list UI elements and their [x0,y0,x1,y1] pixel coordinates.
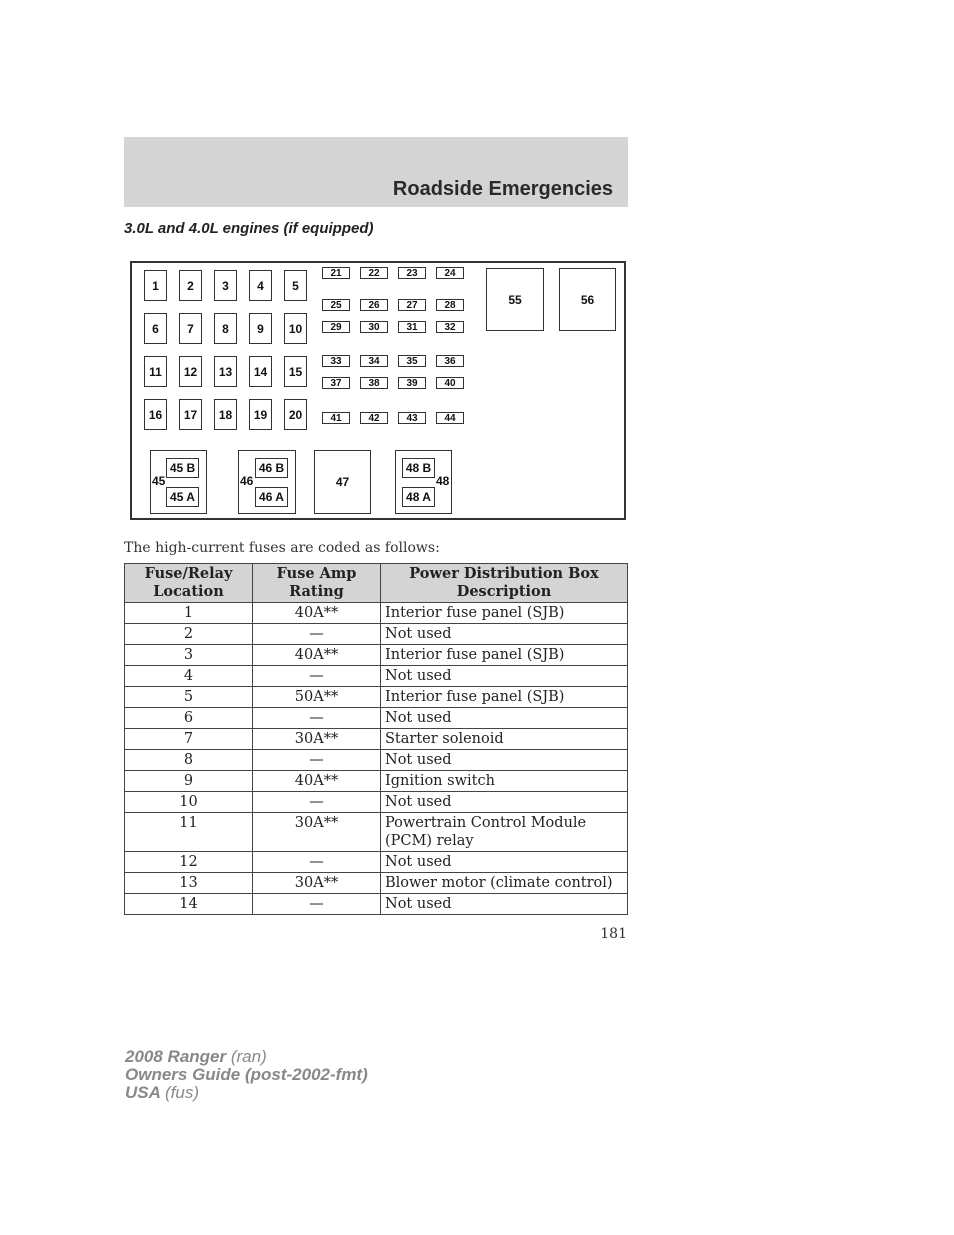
cell-amp: — [253,708,381,729]
table-row [125,729,628,750]
cell-location: 7 [125,729,253,750]
table-row [125,624,628,645]
relay-45b: 45 B [166,458,199,478]
cell-amp: — [253,666,381,687]
table-row [125,708,628,729]
footer-guide: Owners Guide (post-2002-fmt) [125,1065,368,1084]
fuse-18: 18 [214,399,237,430]
fuse-19: 19 [249,399,272,430]
fuse-21: 21 [322,267,350,279]
cell-location: 1 [125,603,253,624]
fuse-23: 23 [398,267,426,279]
fuse-28: 28 [436,299,464,311]
fuse-12: 12 [179,356,202,387]
cell-location: 4 [125,666,253,687]
cell-location: 12 [125,852,253,873]
table-row [125,687,628,708]
cell-location: 5 [125,687,253,708]
fuse-22: 22 [360,267,388,279]
relay-45-label: 45 [152,474,166,488]
table-row [125,813,628,852]
page-number: 181 [600,926,627,942]
cell-description: Interior fuse panel (SJB) [381,645,628,666]
fuse-3: 3 [214,270,237,301]
cell-description: Not used [381,708,628,729]
cell-description: Starter solenoid [381,729,628,750]
relay-47: 47 [314,450,371,514]
table-row [125,666,628,687]
document-footer [125,1048,368,1102]
fuse-42: 42 [360,412,388,424]
cell-amp: — [253,624,381,645]
header-band [124,137,628,207]
fuse-25: 25 [322,299,350,311]
fuse-39: 39 [398,377,426,389]
fuse-8: 8 [214,313,237,344]
fuse-36: 36 [436,355,464,367]
relay-46-label: 46 [240,474,254,488]
cell-location: 8 [125,750,253,771]
fuse-13: 13 [214,356,237,387]
cell-location: 11 [125,813,253,852]
fuse-40: 40 [436,377,464,389]
cell-amp: 30A** [253,729,381,750]
relay-45a: 45 A [166,487,199,507]
cell-description: Interior fuse panel (SJB) [381,687,628,708]
footer-line-2 [125,1066,368,1084]
table-header-row [125,564,628,603]
intro-text: The high-current fuses are coded as follows: [124,540,440,556]
cell-location: 3 [125,645,253,666]
relay-55: 55 [486,268,544,331]
fuse-34: 34 [360,355,388,367]
footer-market: USA [125,1083,161,1102]
cell-amp: — [253,750,381,771]
table-row [125,603,628,624]
relay-48a: 48 A [402,487,435,507]
cell-location: 2 [125,624,253,645]
fuse-17: 17 [179,399,202,430]
relay-48b: 48 B [402,458,435,478]
footer-model-code: (ran) [230,1047,267,1066]
fuse-37: 37 [322,377,350,389]
relay-46b: 46 B [255,458,288,478]
fuse-43: 43 [398,412,426,424]
fuse-35: 35 [398,355,426,367]
fuse-table [124,563,628,915]
fuse-5: 5 [284,270,307,301]
cell-description: Not used [381,852,628,873]
header-amp-rating: Fuse Amp Rating [253,564,381,603]
table-row [125,750,628,771]
cell-amp: 40A** [253,603,381,624]
fuse-38: 38 [360,377,388,389]
cell-description: Blower motor (climate control) [381,873,628,894]
table-row [125,873,628,894]
cell-location: 14 [125,894,253,915]
footer-market-code: (fus) [165,1083,199,1102]
fuse-1: 1 [144,270,167,301]
header-location: Fuse/Relay Location [125,564,253,603]
fuse-24: 24 [436,267,464,279]
fuse-31: 31 [398,321,426,333]
fuse-4: 4 [249,270,272,301]
fuse-41: 41 [322,412,350,424]
table-row [125,792,628,813]
cell-description: Interior fuse panel (SJB) [381,603,628,624]
cell-amp: 50A** [253,687,381,708]
fuse-15: 15 [284,356,307,387]
cell-description: Powertrain Control Module (PCM) relay [381,813,628,852]
fuse-9: 9 [249,313,272,344]
fuse-10: 10 [284,313,307,344]
cell-location: 10 [125,792,253,813]
footer-line-1 [125,1048,368,1066]
table-row [125,894,628,915]
relay-46a: 46 A [255,487,288,507]
cell-amp: — [253,792,381,813]
fuse-11: 11 [144,356,167,387]
cell-description: Not used [381,666,628,687]
footer-line-3 [125,1084,368,1102]
cell-amp: 40A** [253,771,381,792]
fuse-29: 29 [322,321,350,333]
fuse-32: 32 [436,321,464,333]
cell-amp: 40A** [253,645,381,666]
fuse-16: 16 [144,399,167,430]
cell-amp: 30A** [253,813,381,852]
fuse-6: 6 [144,313,167,344]
footer-model: 2008 Ranger [125,1047,227,1066]
fuse-44: 44 [436,412,464,424]
cell-location: 6 [125,708,253,729]
cell-location: 13 [125,873,253,894]
fuse-27: 27 [398,299,426,311]
cell-description: Not used [381,894,628,915]
subsection-title: 3.0L and 4.0L engines (if equipped) [124,220,374,237]
fuse-33: 33 [322,355,350,367]
cell-description: Ignition switch [381,771,628,792]
cell-description: Not used [381,792,628,813]
header-description: Power Distribution Box Description [381,564,628,603]
cell-amp: 30A** [253,873,381,894]
fuse-14: 14 [249,356,272,387]
cell-amp: — [253,894,381,915]
cell-description: Not used [381,624,628,645]
section-title: Roadside Emergencies [392,178,613,200]
relay-48-label: 48 [436,474,450,488]
table-row [125,645,628,666]
cell-location: 9 [125,771,253,792]
table-row [125,852,628,873]
cell-amp: — [253,852,381,873]
relay-56: 56 [559,268,616,331]
fuse-7: 7 [179,313,202,344]
fuse-30: 30 [360,321,388,333]
fuse-2: 2 [179,270,202,301]
fuse-box-diagram [130,261,626,520]
fuse-20: 20 [284,399,307,430]
cell-description: Not used [381,750,628,771]
table-row [125,771,628,792]
fuse-26: 26 [360,299,388,311]
